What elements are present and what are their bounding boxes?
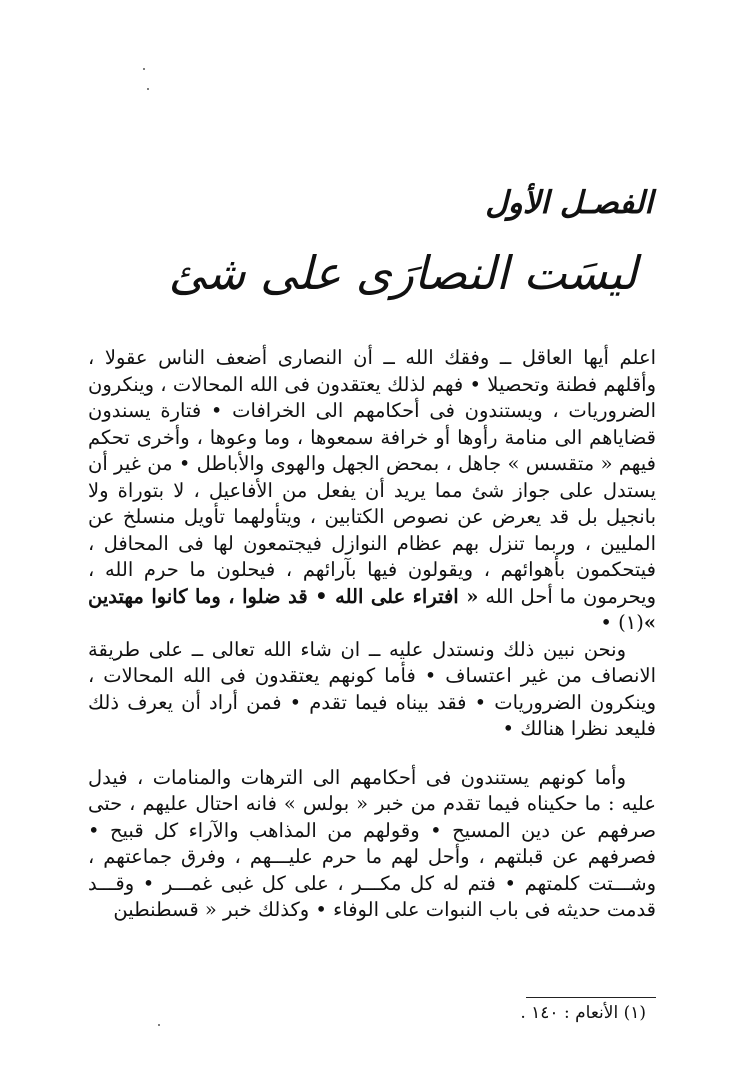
paragraph-1-text: اعلم أيها العاقل ــ وفقك الله ــ أن النصارى أضعف الناس عقولا ، وأقلهم فطنة وتحصيلا • فهم لذلك يعتقدون فى الله المحالات ، وينكرون الضروريات ، ويستندون فى أحكامهم الى الخرافات • فتارة يسندون قضاياهم الى منامة رأوها أو خرافة سمعوها ، وما وعوها ، وأخرى تحكم فيهم « متقسس » جاهل ، بمحض الجهل والهوى والأباطل • من غير أن يستدل على جواز شئ مما يريد أن يفعل من الأفاعيل ، لا بتوراة ولا بانجيل بل قد يعرض عن نصوص الكتابين ، ويتأولهما تأويل منسلخ عن المليين ، وربما تنزل بهم عظام النوازل فيجتمعون لها فى المحافل ، فيتحكمون بأهوائهم ، ويقولون فيها بآرائهم ، فيحلون ما حرم الله ، ويحرمون ما أحل الله [88,346,656,608]
paragraph-3: وأما كونهم يستندون فى أحكامهم الى الترهات والمنامات ، فيدل عليه : ما حكيناه فيما تقدم من خبر « بولس » فانه احتال عليهم ، حتى صرفهم عن دين المسيح • وقولهم من المذاهب والآراء كل قبيح • فصرفهم عن قبلتهم ، وأحل لهم ما حرم عليـــهم ، وفرق جماعتهم ، وشـــتت كلمتهم • فتم له كل مكـــر ، على كل غبى غمـــر • وقـــد قدمت حديثه فى باب النبوات على الوفاء • وكذلك خبر « قسطنطين [88,765,656,921]
quran-quote: « افتراء على الله • قد ضلوا ، وما كانوا مهتدين » [88,584,656,634]
chapter-title: ليسَت النصارَى على شئ [168,246,638,300]
scan-speck [147,88,149,90]
footnote-divider [526,997,656,998]
scan-speck [143,68,145,70]
body-text [88,345,656,924]
scan-speck [158,1024,160,1026]
footnote: (١) الأنعام : ١٤٠ . [520,1003,646,1023]
chapter-label: الفصـل الأول [485,185,653,221]
paragraph-1 [88,345,656,637]
footnote-reference: (١) • [600,611,644,634]
paragraph-2: ونحن نبين ذلك ونستدل عليه ــ ان شاء الله تعالى ــ على طريقة الانصاف من غير اعتساف • فأما كونهم يعتقدون فى الله المحالات ، وينكرون الضروريات • فقد بيناه فيما تقدم • فمن أراد أن يعرف ذلك فليعد نظرا هنالك • [88,637,656,740]
